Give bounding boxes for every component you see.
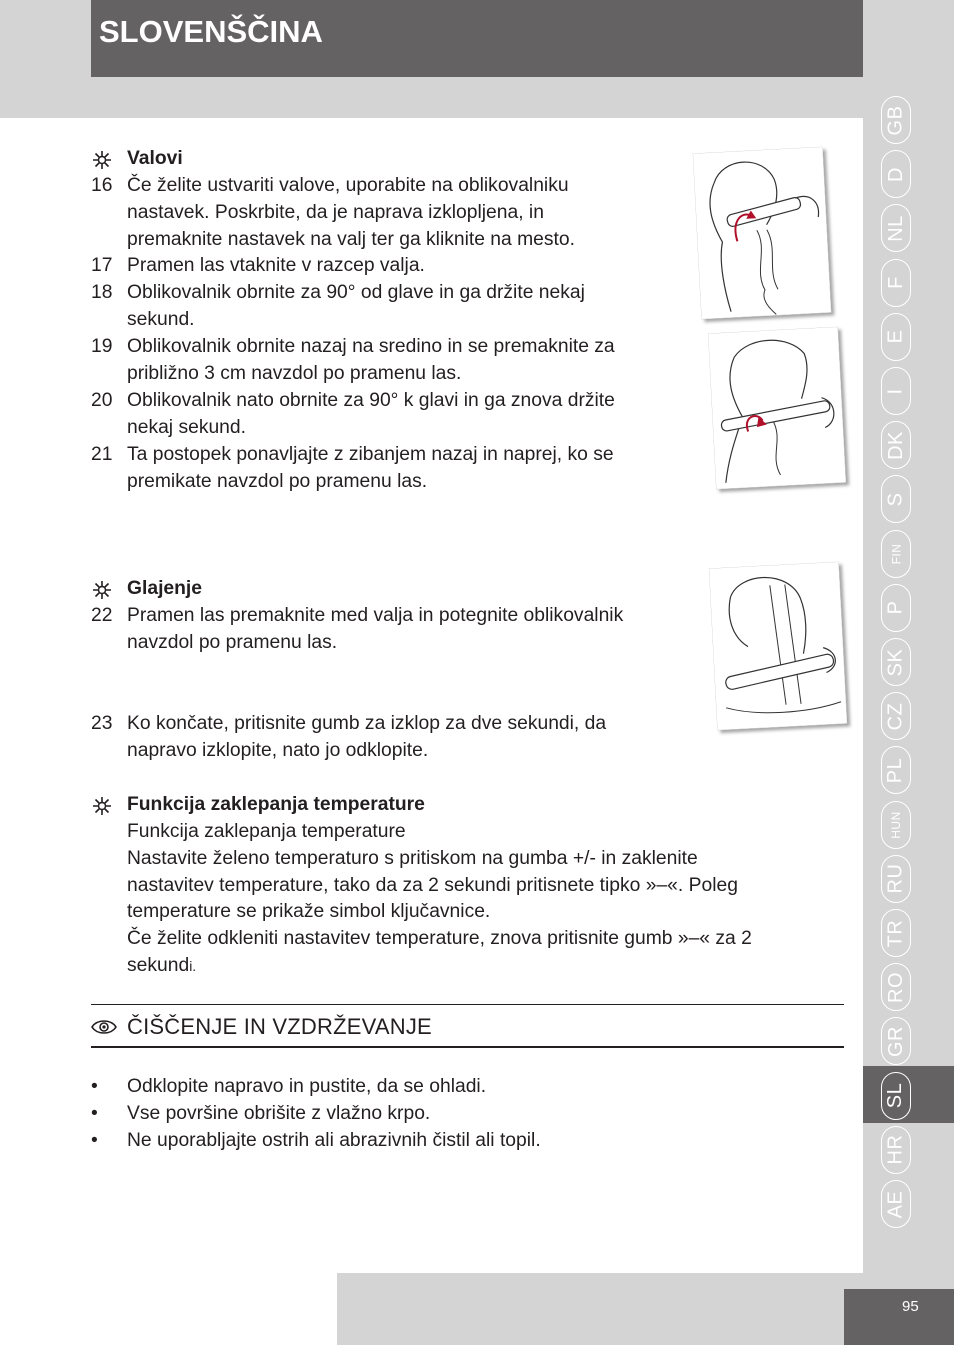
star-burst-icon: [91, 795, 113, 817]
language-tab-label: NL: [884, 215, 907, 242]
eye-icon: [91, 1017, 117, 1037]
language-tab-hun[interactable]: [881, 801, 911, 849]
language-tab-label: I: [884, 387, 907, 395]
star-burst-icon: [91, 579, 113, 601]
language-tab-gb[interactable]: [881, 96, 911, 144]
page-title: SLOVENŠČINA: [99, 14, 323, 49]
language-tab-fin[interactable]: [881, 530, 911, 578]
language-tab-label: HR: [884, 1134, 907, 1165]
language-tab-sl[interactable]: [881, 1072, 911, 1120]
language-tab-ae[interactable]: [881, 1180, 911, 1228]
page-number-box: [844, 1289, 954, 1345]
language-tab-sk[interactable]: [881, 638, 911, 686]
language-tab-e[interactable]: [881, 313, 911, 361]
language-tab-label: HUN: [889, 810, 903, 839]
language-tab-label: PL: [884, 757, 907, 784]
language-tab-label: SK: [884, 648, 907, 676]
waves-illustration-1: [693, 147, 832, 320]
bottom-panel: [0, 1273, 337, 1345]
language-tab-label: CZ: [884, 702, 907, 731]
section-rule-top: [91, 1004, 844, 1005]
temp-lock-text: Funkcija zaklepanja temperature Nastavite želeno temperaturo s pritiskom na gumba +/- in zaklenite nastavitev temperature, tako da za 2 sekundi pritisnete tipko »–«. Poleg temperature se prikaže simbol ključavnice. Če želite odkleniti nastavitev temperature, znova pritisnite gumb »–« za 2 sekundi.: [127, 821, 752, 976]
language-tab-f[interactable]: [881, 259, 911, 307]
language-tab-label: P: [884, 600, 907, 615]
language-tab-dk[interactable]: [881, 421, 911, 469]
language-tab-label: GB: [884, 105, 907, 135]
language-tab-pl[interactable]: [881, 746, 911, 794]
star-burst-icon: [91, 149, 113, 171]
section-rule-bottom: [91, 1046, 844, 1048]
language-tab-i[interactable]: [881, 367, 911, 415]
language-tab-label: E: [884, 329, 907, 344]
language-tab-ro[interactable]: [881, 963, 911, 1011]
language-tab-s[interactable]: [881, 475, 911, 523]
language-tab-label: F: [884, 276, 907, 289]
language-tab-label: RO: [884, 971, 907, 1003]
waves-illustration-2: [708, 327, 846, 490]
page-number: 95: [902, 1298, 919, 1315]
language-tab-label: SL: [884, 1082, 907, 1109]
language-tab-ru[interactable]: [881, 855, 911, 903]
language-tab-label: TR: [884, 919, 907, 947]
header-bar: [91, 0, 863, 77]
language-sidebar: [863, 96, 954, 1236]
smoothing-illustration: [709, 562, 847, 731]
language-tab-label: S: [884, 492, 907, 507]
language-tab-label: AE: [884, 1190, 907, 1218]
language-tab-cz[interactable]: [881, 692, 911, 740]
language-tab-d[interactable]: [881, 150, 911, 198]
language-tab-hr[interactable]: [881, 1126, 911, 1174]
language-tab-label: GR: [884, 1025, 907, 1057]
language-tab-p[interactable]: [881, 584, 911, 632]
language-tab-label: FIN: [889, 543, 903, 565]
language-tab-label: DK: [884, 430, 907, 460]
language-tab-tr[interactable]: [881, 909, 911, 957]
language-tab-nl[interactable]: [881, 204, 911, 252]
language-tab-gr[interactable]: [881, 1017, 911, 1065]
language-tab-label: RU: [884, 863, 907, 894]
language-tab-label: D: [884, 166, 907, 182]
